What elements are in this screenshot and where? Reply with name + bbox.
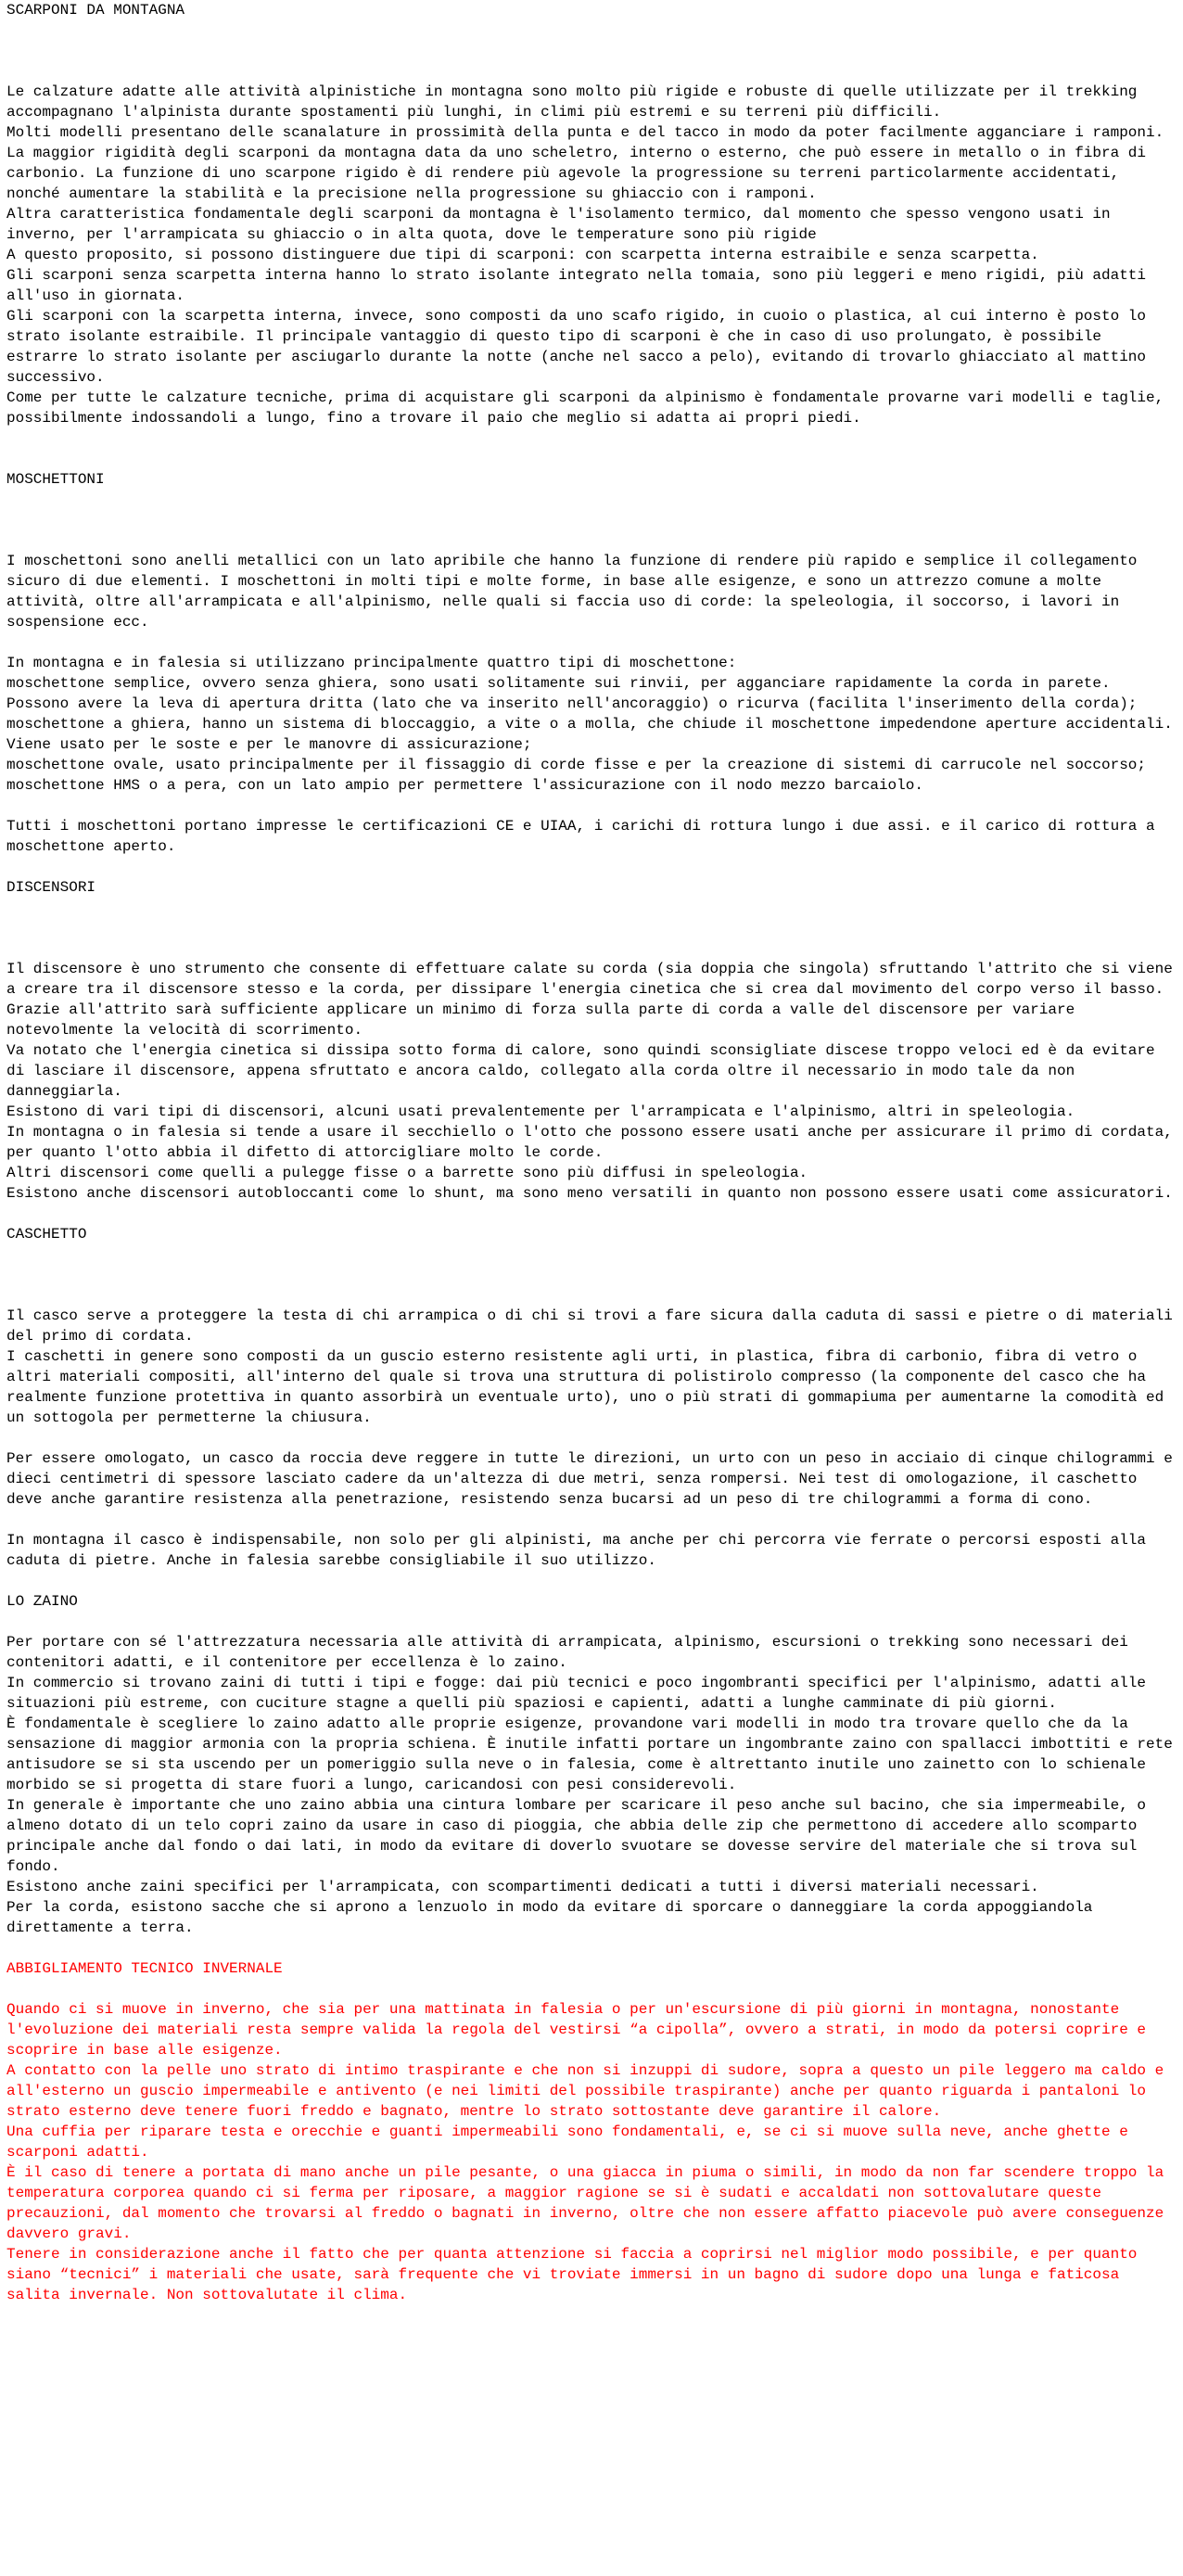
- paragraph: È fondamentale è scegliere lo zaino adatto alle proprie esigenze, provandone vari modelli in modo tra trovare quello che da la sensazione di maggior armonia con la propria schiena. È inutile infatti portare un ingombrante zaino con spallacci imbottiti e rete antisudore se si sta uscendo per un pomeriggio sulla neve o in falesia, come è altrettanto inutile uno zainetto con lo schienale morbido se si progetta di stare fuori a lungo, caricandosi con pesi considerevoli.: [6, 1715, 1182, 1793]
- section-scarponi: [6, 0, 1179, 428]
- paragraph: Tutti i moschettoni portano impresse le certificazioni CE e UIAA, i carichi di rottura lungo i due assi. e il carico di rottura a moschettone aperto.: [6, 818, 1164, 855]
- paragraph: Come per tutte le calzature tecniche, prima di acquistare gli scarponi da alpinismo è fondamentale provarne vari modelli e taglie, possibilmente indossandoli a lungo, fino a trovare il paio che meglio si adatta ai propri piedi.: [6, 389, 1173, 427]
- section-discensori: [6, 877, 1182, 1204]
- paragraph: È il caso di tenere a portata di mano anche un pile pesante, o una giacca in piuma o simili, in modo da non far scendere troppo la temperatura corporea quando ci si ferma per riposare, a maggior ragione se si è sudati e accaldati non sottovalutare queste precauzioni, dal momento che trovarsi al freddo o bagnati in inverno, oltre che non essere affatto piacevole può avere conseguenze davvero gravi.: [6, 2164, 1173, 2242]
- section-heading-zaino: LO ZAINO: [6, 1593, 78, 1610]
- paragraph: Gli scarponi con la scarpetta interna, invece, sono composti da uno scafo rigido, in cuoio o plastica, al cui interno è posto lo strato isolante estraibile. Il principale vantaggio di questo tipo di scarponi è che in caso di uso prolungato, è possibile estrarre lo strato isolante per asciugarlo durante la notte (anche nel sacco a pelo), evitando di trovarlo ghiacciato al mattino successivo.: [6, 308, 1155, 386]
- paragraph: In generale è importante che uno zaino abbia una cintura lombare per scaricare il peso anche sul bacino, che sia impermeabile, o almeno dotato di un telo copri zaino da usare in caso di pioggia, che abbia delle zip che permettono di accedere allo scomparto principale anche dal fondo o dai lati, in modo da evitare di doverlo svuotare se dovesse servire del materiale che si trova sul fondo.: [6, 1797, 1155, 1875]
- paragraph: A questo proposito, si possono distinguere due tipi di scarponi: con scarpetta interna estraibile e senza scarpetta.: [6, 247, 1039, 263]
- section-heading-discensori: DISCENSORI: [6, 879, 96, 896]
- paragraph: In montagna o in falesia si tende a usare il secchiello o l'otto che possono essere usati anche per assicurare il primo di cordata, per quanto l'otto abbia il difetto di attorcigliare molto le corde.: [6, 1124, 1182, 1161]
- paragraph: Il casco serve a proteggere la testa di chi arrampica o di chi si trovi a fare sicura dalla caduta di sassi e pietre o di materiali del primo di cordata.: [6, 1307, 1182, 1345]
- paragraph: Una cuffia per riparare testa e orecchie e guanti impermeabili sono fondamentali, e, se ci si muove sulla neve, anche ghette e scarponi adatti.: [6, 2123, 1138, 2161]
- section-heading-moschettoni: MOSCHETTONI: [6, 471, 105, 488]
- list-item: moschettone semplice, ovvero senza ghiera, sono usati solitamente sui rinvii, per agganciare rapidamente la corda in parete. Possono avere la leva di apertura dritta (lato che va inserito nell'ancoraggio) o ricurva (facilita l'inserimento della corda);: [6, 675, 1138, 712]
- section-heading-scarponi: SCARPONI DA MONTAGNA: [6, 2, 185, 19]
- paragraph: Esistono anche discensori autobloccanti come lo shunt, ma sono meno versatili in quanto non possono essere usati come assicuratori.: [6, 1185, 1173, 1202]
- paragraph: Quando ci si muove in inverno, che sia per una mattinata in falesia o per un'escursione di più giorni in montagna, nonostante l'evoluzione dei materiali resta sempre valida la regola del vestirsi “a cipolla”, ovvero a strati, in modo da potersi coprire e scoprire in base alle esigenze.: [6, 2001, 1155, 2059]
- paragraph: A contatto con la pelle uno strato di intimo traspirante e che non si inzuppi di sudore, sopra a questo un pile leggero ma caldo e all'esterno un guscio impermeabile e antivento (e nei limiti del possibile traspirante) anche per quanto riguarda i pantaloni lo strato esterno deve tenere fuori freddo e bagnato, mentre lo strato sottostante deve garantire il calore.: [6, 2062, 1173, 2120]
- paragraph: In montagna il casco è indispensabile, non solo per gli alpinisti, ma anche per chi percorra vie ferrate o percorsi esposti alla caduta di pietre. Anche in falesia sarebbe consigliabile il suo utilizzo.: [6, 1532, 1155, 1569]
- paragraph: La maggior rigidità degli scarponi da montagna data da uno scheletro, interno o esterno, che può essere in metallo o in fibra di carbonio. La funzione di uno scarpone rigido è di rendere più agevole la progressione su terreni particolarmente accidentati, nonché aumentare la stabilità e la precisione nella progressione su ghiaccio con i ramponi.: [6, 145, 1155, 202]
- list-item: moschettone HMS o a pera, con un lato ampio per permettere l'assicurazione con il nodo mezzo barcaiolo.: [6, 777, 923, 794]
- paragraph: Il discensore è uno strumento che consente di effettuare calate su corda (sia doppia che singola) sfruttando l'attrito che si viene a creare tra il discensore stesso e la corda, per dissipare l'energia cinetica che si crea dal movimento del corpo verso il basso. Grazie all'attrito sarà sufficiente applicare un minimo di forza sulla parte di corda a valle del discensore per variare notevolmente la velocità di scorrimento.: [6, 961, 1182, 1039]
- paragraph: Altra caratteristica fondamentale degli scarponi da montagna è l'isolamento termico, dal momento che spesso vengono usati in inverno, per l'arrampicata su ghiaccio o in alta quota, dove le temperature sono più rigide: [6, 206, 1120, 243]
- list-item: moschettone ovale, usato principalmente per il fissaggio di corde fisse e per la creazione di sistemi di carrucole nel soccorso;: [6, 757, 1146, 773]
- paragraph: Altri discensori come quelli a pulegge fisse o a barrette sono più diffusi in speleologia.: [6, 1165, 808, 1181]
- paragraph: I moschettoni sono anelli metallici con un lato apribile che hanno la funzione di rendere più rapido e semplice il collegamento sicuro di due elementi. I moschettoni in molti tipi e molte forme, in base alle esigenze, e sono un attrezzo comune a molte attività, oltre all'arrampicata e all'alpinismo, nelle quali si faccia uso di corde: la speleologia, il soccorso, i lavori in sospensione ecc.: [6, 553, 1147, 631]
- list-item: moschettone a ghiera, hanno un sistema di bloccaggio, a vite o a molla, che chiude il moschettone impedendone aperture accidentali. Viene usato per le soste e per le manovre di assicurazione;: [6, 716, 1182, 753]
- paragraph: Per essere omologato, un casco da roccia deve reggere in tutte le direzioni, un urto con un peso in acciaio di cinque chilogrammi e dieci centimetri di spessore lasciato cadere da un'altezza di due metri, senza rompersi. Nei test di omologazione, il caschetto deve anche garantire resistenza alla penetrazione, resistendo senza bucarsi ad un peso di tre chilogrammi a forma di cono.: [6, 1450, 1182, 1508]
- section-heading-abbigliamento: ABBIGLIAMENTO TECNICO INVERNALE: [6, 1960, 283, 1977]
- paragraph: I caschetti in genere sono composti da un guscio esterno resistente agli urti, in plastica, fibra di carbonio, fibra di vetro o altri materiali compositi, all'interno del quale si trova una struttura di polistirolo compresso (la componente del casco che ha realmente funzione protettiva in quanto assorbirà un eventuale urto), uno o più strati di gommapiuma per aumentarne la comodità ed un sottogola per permetterne la chiusura.: [6, 1348, 1173, 1426]
- section-abbigliamento: [6, 1958, 1179, 2305]
- paragraph: Va notato che l'energia cinetica si dissipa sotto forma di calore, sono quindi sconsigliate discese troppo veloci ed è da evitare di lasciare il discensore, appena sfruttato e ancora caldo, collegato alla corda oltre il necessario in modo tale da non danneggiarla.: [6, 1042, 1164, 1100]
- paragraph: Per la corda, esistono sacche che si aprono a lenzuolo in modo da evitare di sporcare o danneggiare la corda appoggiandola direttamente a terra.: [6, 1899, 1101, 1936]
- paragraph: Esistono di vari tipi di discensori, alcuni usati prevalentemente per l'arrampicata e l'alpinismo, altri in speleologia.: [6, 1103, 1075, 1120]
- paragraph: Esistono anche zaini specifici per l'arrampicata, con scompartimenti dedicati a tutti i diversi materiali necessari.: [6, 1879, 1039, 1895]
- section-caschetto: [6, 1224, 1182, 1571]
- paragraph: Molti modelli presentano delle scanalature in prossimità della punta e del tacco in modo da poter facilmente agganciare i ramponi.: [6, 124, 1164, 141]
- paragraph: In commercio si trovano zaini di tutti i tipi e fogge: dai più tecnici e poco ingombranti specifici per l'alpinismo, adatti alle situazioni più estreme, con cuciture stagne a quelli più spaziosi e capienti, adatti a lunghe camminate di più giorni.: [6, 1675, 1155, 1712]
- paragraph: Gli scarponi senza scarpetta interna hanno lo strato isolante integrato nella tomaia, sono più leggeri e meno rigidi, più adatti all'uso in giornata.: [6, 267, 1155, 304]
- section-heading-caschetto: CASCHETTO: [6, 1226, 87, 1243]
- paragraph: Le calzature adatte alle attività alpinistiche in montagna sono molto più rigide e robuste di quelle utilizzate per il trekking accompagnano l'alpinista durante spostamenti più lunghi, in climi più estremi e su terreni più difficili.: [6, 83, 1147, 121]
- paragraph: Tenere in considerazione anche il fatto che per quanta attenzione si faccia a coprirsi nel miglior modo possibile, e per quanto siano “tecnici” i materiali che usate, sarà frequente che vi troviate immersi in un bagno di sudore dopo una lunga e faticosa salita invernale. Non sottovalutate il clima.: [6, 2246, 1147, 2303]
- paragraph: Per portare con sé l'attrezzatura necessaria alle attività di arrampicata, alpinismo, escursioni o trekking sono necessari dei contenitori adatti, e il contenitore per eccellenza è lo zaino.: [6, 1634, 1138, 1671]
- section-moschettoni: [6, 469, 1182, 857]
- section-zaino: [6, 1591, 1182, 1938]
- paragraph: In montagna e in falesia si utilizzano principalmente quattro tipi di moschettone:: [6, 655, 737, 671]
